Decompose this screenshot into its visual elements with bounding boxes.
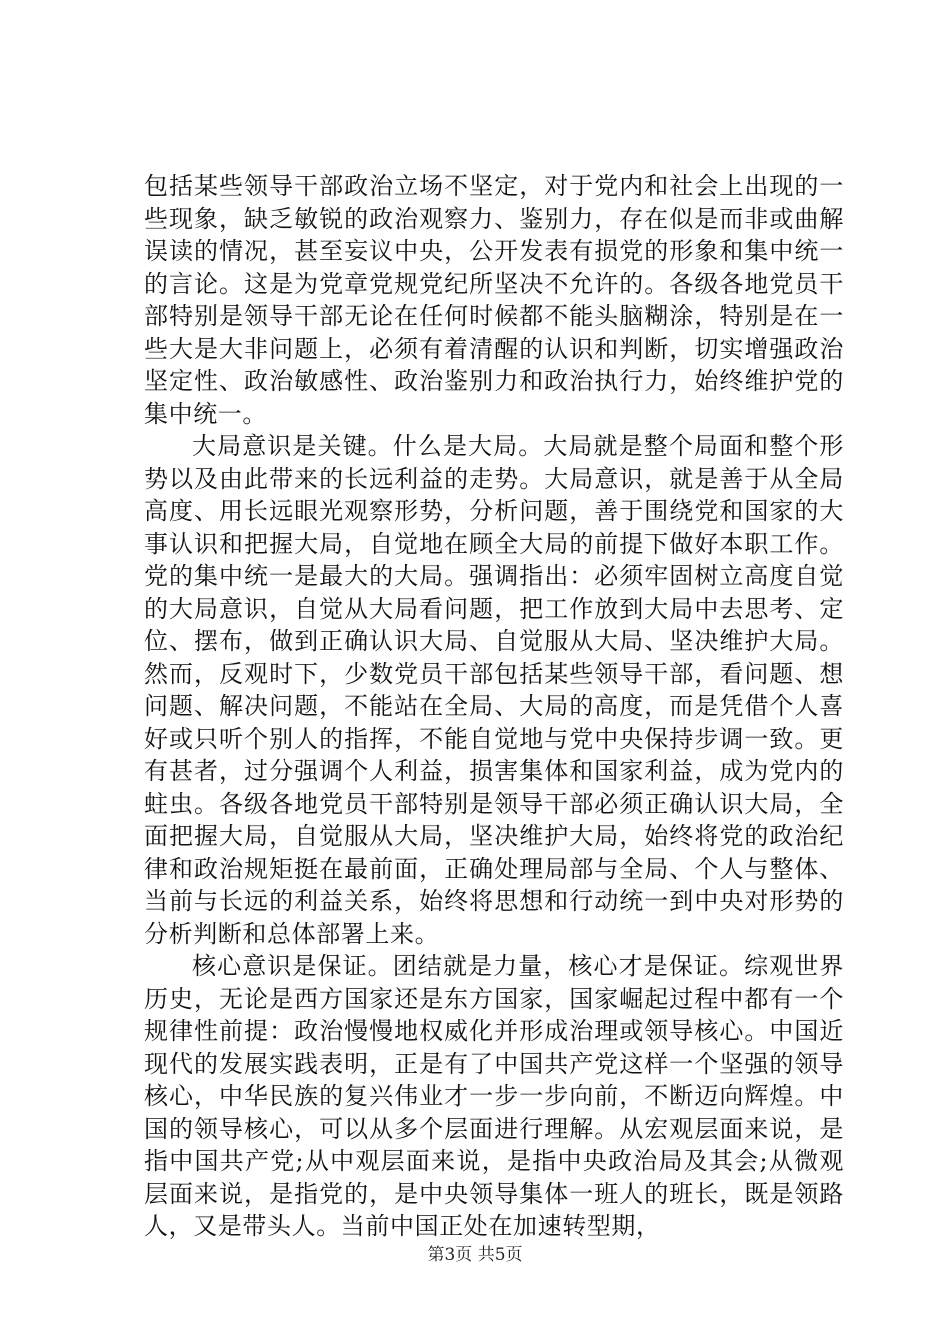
- document-body: [144, 170, 844, 1243]
- paragraph-political-awareness-continued: 包括某些领导干部政治立场不坚定，对于党内和社会上出现的一些现象，缺乏敏锐的政治观察力、鉴别力，存在似是而非或曲解误读的情况，甚至妄议中央，公开发表有损党的形象和集中统一的言论。这是为党章党规党纪所坚决不允许的。各级各地党员干部特别是领导干部无论在任何时候都不能头脑糊涂，特别是在一些大是大非问题上，必须有着清醒的认识和判断，切实增强政治坚定性、政治敏感性、政治鉴别力和政治执行力，始终维护党的集中统一。: [144, 172, 844, 428]
- paragraph-core-awareness: 核心意识是保证。团结就是力量，核心才是保证。综观世界历史，无论是西方国家还是东方国家，国家崛起过程中都有一个规律性前提：政治慢慢地权威化并形成治理或领导核心。中国近现代的发展实践表明，正是有了中国共产党这样一个坚强的领导核心，中华民族的复兴伟业才一步一步向前，不断迈向辉煌。中国的领导核心，可以从多个层面进行理解。从宏观层面来说，是指中国共产党;从中观层面来说，是指中央政治局及其会;从微观层面来说，是指党的，是中央领导集体一班人的班长，既是领路人，又是带头人。当前中国正处在加速转型期，: [144, 952, 844, 1240]
- paragraph-overall-situation-awareness: 大局意识是关键。什么是大局。大局就是整个局面和整个形势以及由此带来的长远利益的走势。大局意识，就是善于从全局高度、用长远眼光观察形势，分析问题，善于围绕党和国家的大事认识和把握大局，自觉地在顾全大局的前提下做好本职工作。党的集中统一是最大的大局。强调指出：必须牢固树立高度自觉的大局意识，自觉从大局看问题，把工作放到大局中去思考、定位、摆布，做到正确认识大局、自觉服从大局、坚决维护大局。然而，反观时下，少数党员干部包括某些领导干部，看问题、想问题、解决问题，不能站在全局、大局的高度，而是凭借个人喜好或只听个别人的指挥，不能自觉地与党中央保持步调一致。更有甚者，过分强调个人利益，损害集体和国家利益，成为党内的蛀虫。各级各地党员干部特别是领导干部必须正确认识大局，全面把握大局，自觉服从大局，坚决维护大局，始终将党的政治纪律和政治规矩挺在最前面，正确处理局部与全局、个人与整体、当前与长远的利益关系，始终将思想和行动统一到中央对形势的分析判断和总体部署上来。: [144, 432, 844, 948]
- page-number-footer: 第3页 共5页: [427, 1245, 523, 1265]
